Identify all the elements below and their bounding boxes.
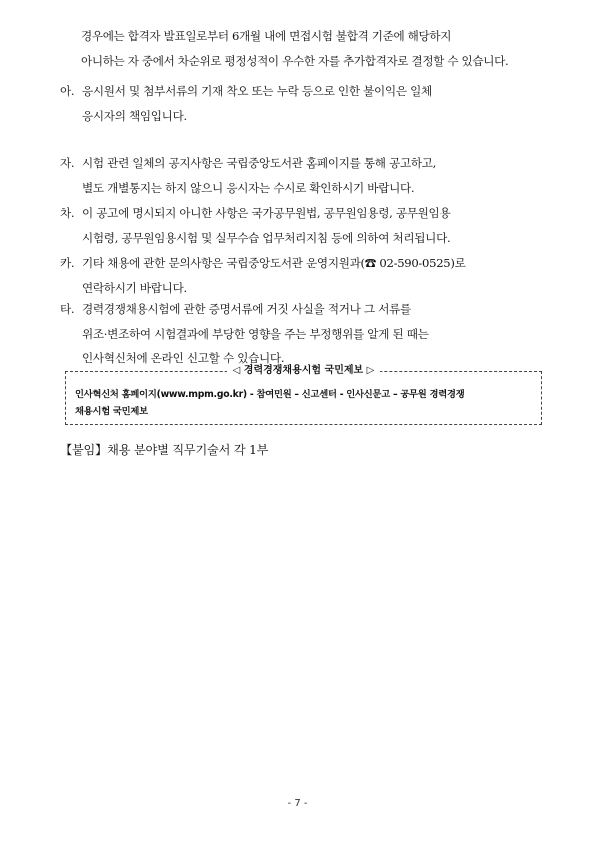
notice-item-ta <box>60 297 541 371</box>
notice-item-ka <box>60 251 541 300</box>
report-box-text <box>75 386 535 420</box>
item-line: 별도 개별통지는 하지 않으니 응시자는 수시로 확인하시기 바랍니다. <box>82 180 415 195</box>
item-line: 위조·변조하여 시험결과에 부당한 영향을 주는 부정행위를 알게 된 때는 <box>82 326 429 341</box>
item-line: 경력경쟁채용시험에 관한 증명서류에 거짓 사실을 적거나 그 서류를 <box>82 302 411 316</box>
report-box-line: 채용시험 국민제보 <box>75 406 148 417</box>
continuation-paragraph <box>81 24 541 74</box>
page-number: - 7 - <box>287 798 308 809</box>
item-line: 연락하시기 바랍니다. <box>82 280 187 295</box>
continuation-line: 아니하는 자 중에서 차순위로 평정성적이 우수한 자를 추가합격자로 결정할 수 있습니다. <box>81 54 509 68</box>
item-line: 인사혁신처에 온라인 신고할 수 있습니다. <box>82 351 285 365</box>
item-marker: 카. <box>60 256 75 270</box>
report-box-title-text: ◁ 경력경쟁채용시험 국민제보 ▷ <box>227 365 381 376</box>
continuation-line: 경우에는 합격자 발표일로부터 6개월 내에 면접시험 불합격 기준에 해당하지 <box>81 29 452 43</box>
notice-item-ja <box>60 151 541 200</box>
item-marker: 자. <box>60 156 75 170</box>
citizen-report-box <box>65 365 542 425</box>
item-marker: 차. <box>60 206 75 220</box>
item-marker: 타. <box>60 302 75 316</box>
notice-item-a <box>60 79 541 128</box>
item-line: 기타 채용에 관한 문의사항은 국립중앙도서관 운영지원과(☎ 02-590-0525)로 <box>82 256 466 270</box>
item-line: 이 공고에 명시되지 아니한 사항은 국가공무원법, 공무원임용령, 공무원임용 <box>82 206 451 220</box>
notice-item-cha <box>60 201 541 250</box>
item-marker: 아. <box>60 84 75 98</box>
report-box-line: 인사혁신처 홈페이지(www.mpm.go.kr) - 참여민원 – 신고센터 - 인사신문고 – 공무원 경력경쟁 <box>75 389 465 400</box>
item-line: 응시원서 및 첨부서류의 기재 착오 또는 누락 등으로 인한 불이익은 일체 <box>82 84 432 98</box>
item-line: 시험령, 공무원임용시험 및 실무수습 업무처리지침 등에 의하여 처리됩니다. <box>82 230 451 245</box>
report-box-title <box>66 363 541 379</box>
item-line: 응시자의 책임입니다. <box>82 108 187 123</box>
attachment-note: 【붙임】채용 분야별 직무기술서 각 1부 <box>60 443 269 457</box>
item-line: 시험 관련 일체의 공지사항은 국립중앙도서관 홈페이지를 통해 공고하고, <box>82 156 437 170</box>
